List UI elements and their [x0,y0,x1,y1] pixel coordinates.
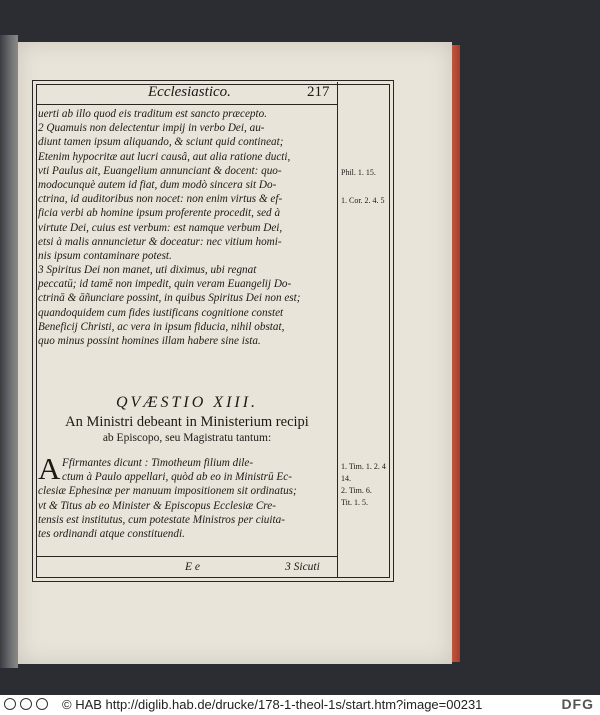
text-line: ficia verbi ab homine ipsum proferente procedit, sed à [38,207,281,220]
text-line: 2 Quamuis non delectentur impij in verbo Dei, au- [38,122,265,135]
dfg-logo: DFG [561,696,594,712]
margin-note-cor: 1. Cor. 2. 4. 5 [341,196,385,205]
text-line: uerti ab illo quod eis traditum est sancto præcepto. [38,108,268,120]
question-title-line1: An Ministri debeant in Ministerium recipi [65,414,309,430]
answer-line: clesiæ Ephesinæ per manuum impositionem sit ordinatus; [38,485,297,498]
question-title-line2: ab Episcopo, seu Magistratu tantum: [102,432,272,444]
text-line: ctrinā & āñunciare possint, in quibus Spiritus Dei non est; [38,292,301,305]
text-line: virtute Dei, cuius est verbum: est namque verbum Dei, [38,221,283,234]
margin-note-tim2: 2. Tim. 6. [341,486,372,495]
catchword: 3 Sicuti [285,561,320,573]
page-edge [452,45,460,662]
text-line: quandoquidem cum fides iustificans cognitione constet [38,306,284,319]
running-head: Ecclesiastico. [148,84,231,100]
margin-note-tit: Tit. 1. 5. [341,498,369,507]
drop-cap-initial: A [38,451,61,486]
text-line: diunt tamen ipsum aliquando, & sciunt quid contineat; [38,136,284,149]
answer-text-block [38,456,336,541]
text-line: Etenim hypocritæ aut lucri causâ, aut alia ratione ducti, [38,150,291,163]
answer-line: tes ordinandi atque constituendi. [38,527,185,540]
body-text-block [38,107,336,348]
margin-note-tim1-cont: 14. [341,474,351,483]
text-line: peccatū; id tamē non impedit, quin veram Euangelij Do- [38,278,292,291]
license-icons [4,698,48,710]
answer-line: tensis est institutus, cum potestate Ministros per ciuita- [38,513,285,526]
text-line: quo minus possint homines illam habere sine ista. [38,335,261,347]
margin-note-phil: Phil. 1. 15. [341,168,376,177]
cc-icon [4,698,16,710]
text-line: vti Paulus ait, Euangelium annunciant & docent: quo- [38,164,282,177]
viewer-footer-bar [0,695,600,715]
page-number: 217 [307,84,330,100]
text-line: nis ipsum contaminare potest. [38,249,172,262]
text-line: etsi à malis annuncietur & doceatur: nec vitium homi- [38,235,282,248]
margin-column-rule [337,82,338,578]
answer-line: ctum à Paulo appellari, quòd ab eo in Ministrū Ec- [62,471,292,484]
answer-line: vt & Titus ab eo Minister & Episcopus Ecclesiæ Cre- [38,499,276,512]
answer-line: Ffirmantes dicunt : Timotheum filium dile- [62,457,254,469]
margin-note-tim1: 1. Tim. 1. 2. 4 [341,462,386,471]
text-line: 3 Spiritus Dei non manet, uti diximus, ubi regnat [38,264,257,277]
book-spine [0,35,18,668]
text-line: Beneficij Christi, ac vera in ipsum fiducia, nihil obstat, [38,320,285,333]
header-rule [36,104,337,105]
signature-mark: E e [185,561,201,573]
footer-rule [36,556,337,557]
by-icon [20,698,32,710]
question-number: QVÆSTIO XIII. [115,394,259,411]
sa-icon [36,698,48,710]
source-credit-link[interactable]: © HAB http://diglib.hab.de/drucke/178-1-theol-1s/start.htm?image=00231 [62,697,483,712]
text-line: ctrina, id auditoribus non nocet: non enim virtus & ef- [38,193,283,206]
text-line: modocunquè autem id fiat, dum modò sincera sit Do- [38,178,277,191]
